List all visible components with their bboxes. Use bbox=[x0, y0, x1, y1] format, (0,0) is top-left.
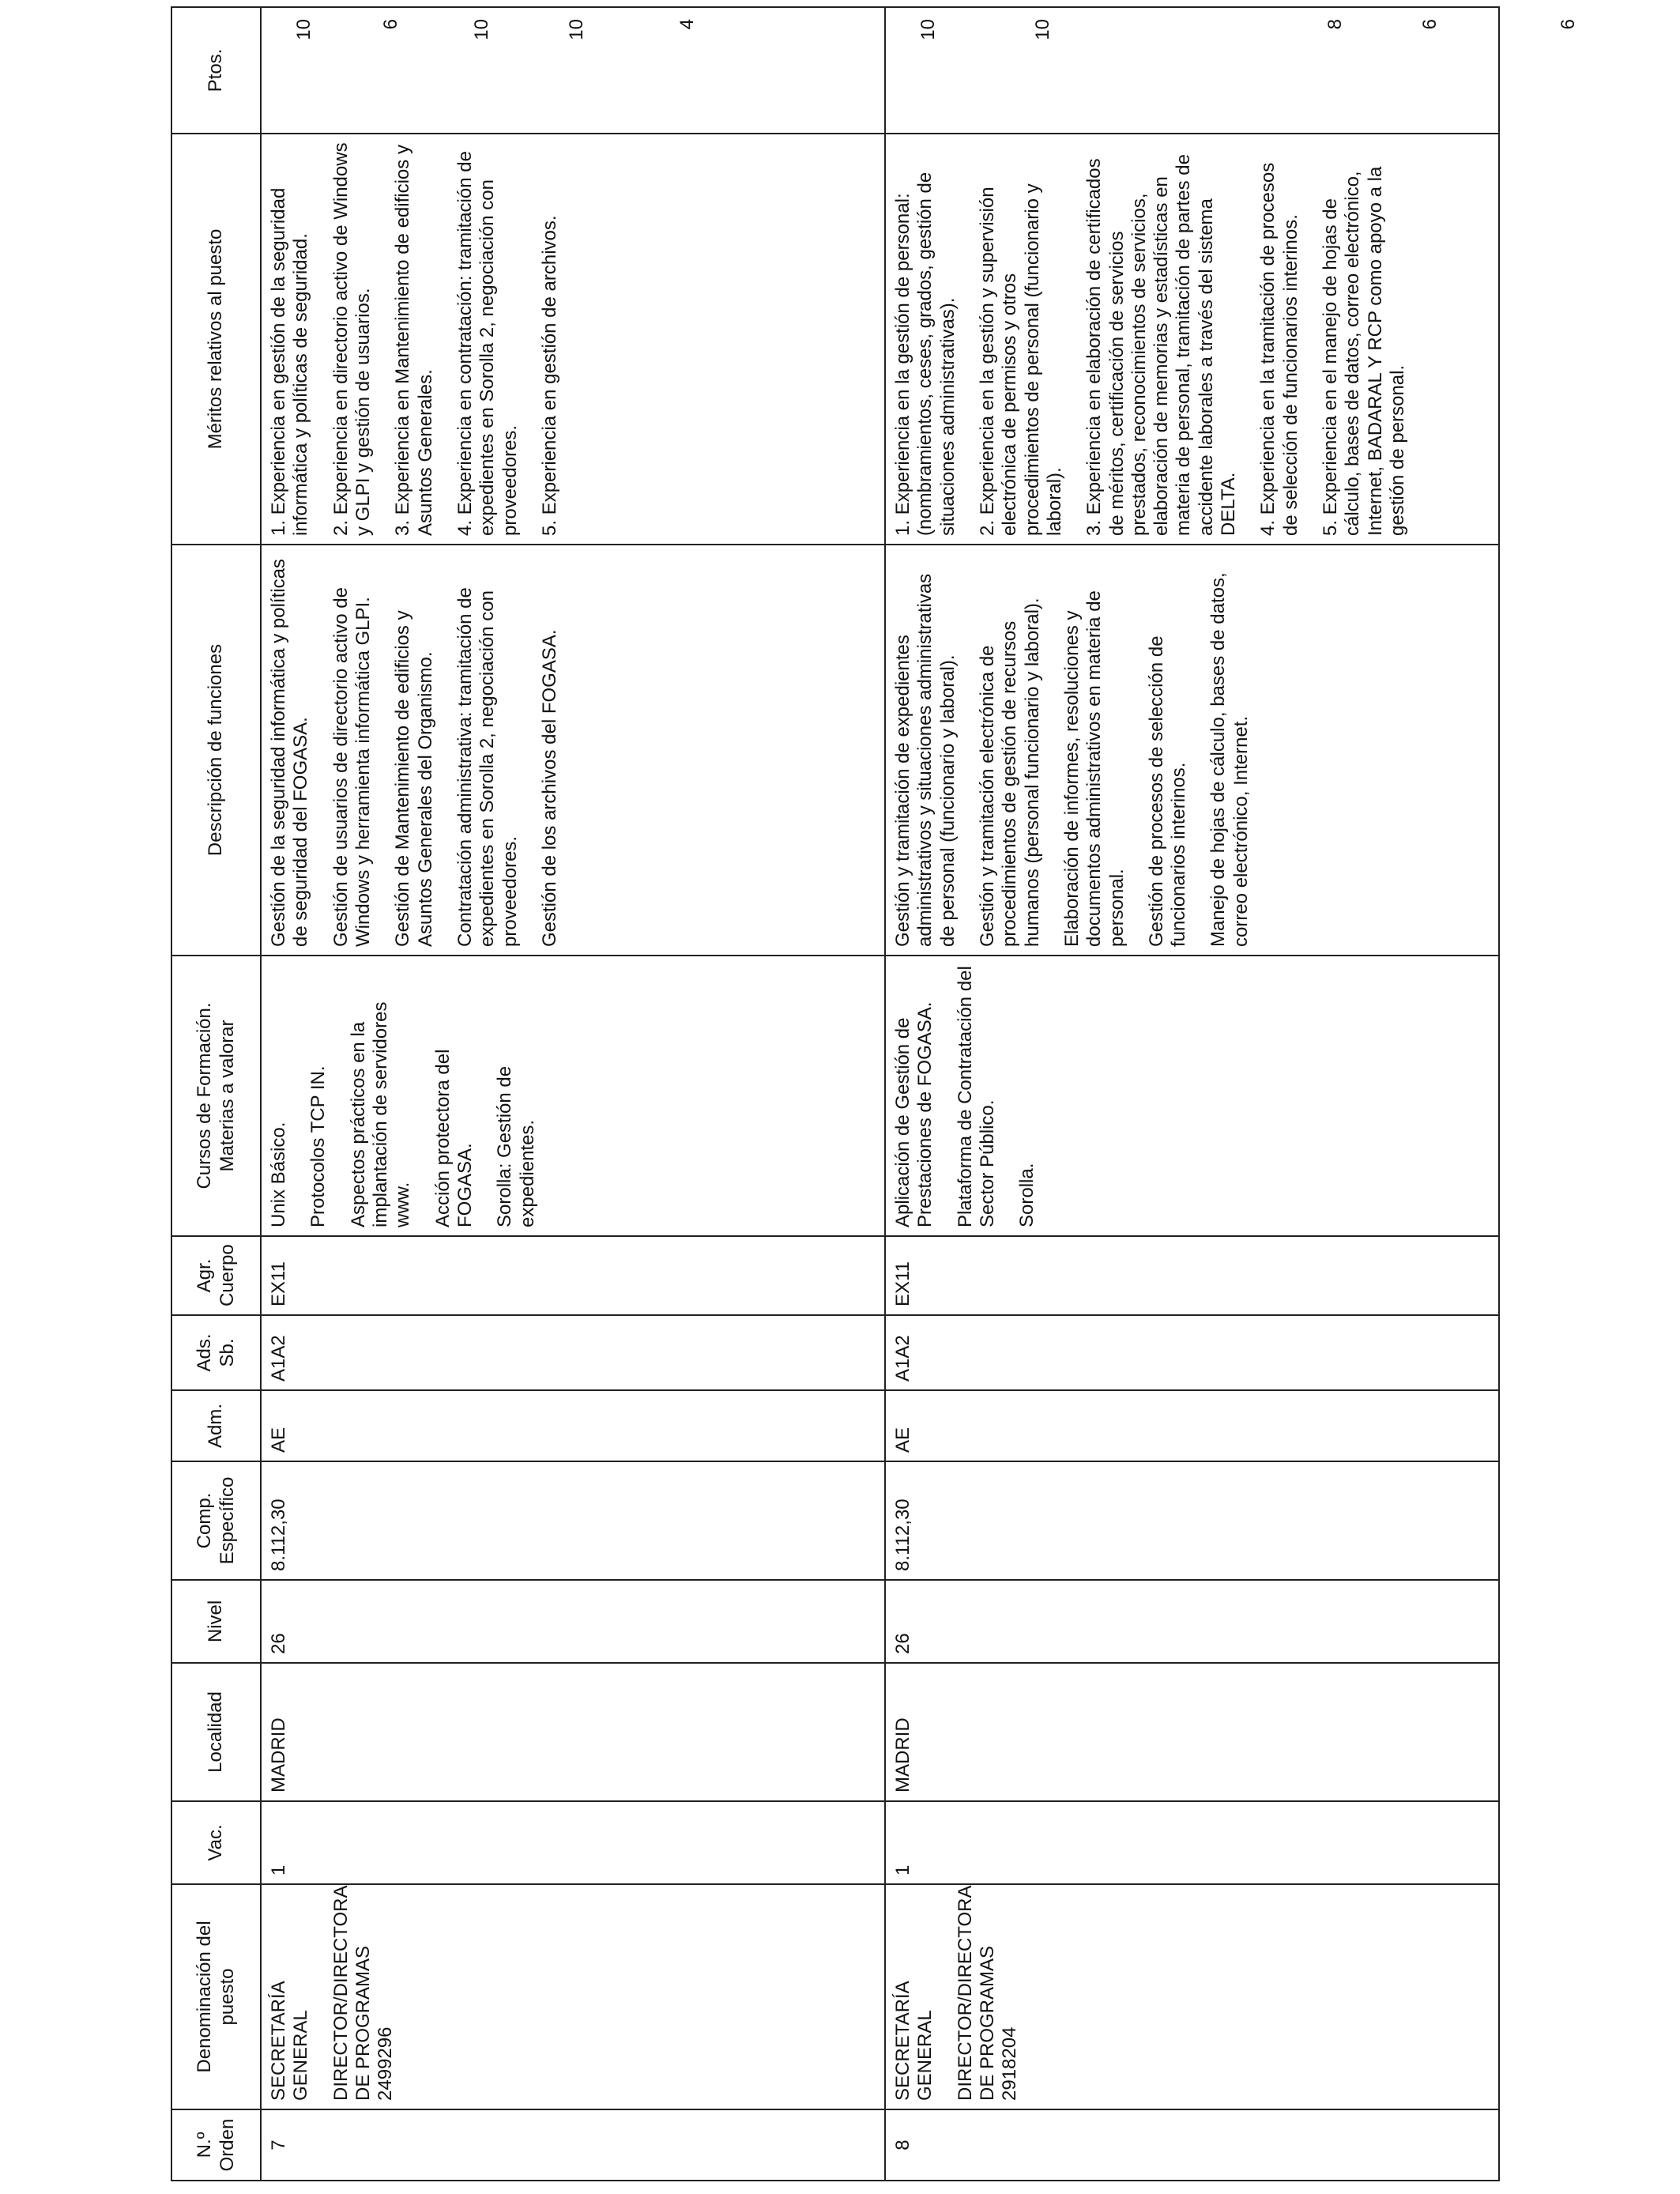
cell-ptos bbox=[885, 7, 1579, 134]
funcion-item: Gestión de usuarios de directorio activo de Windows y herramienta informática GLPI. bbox=[330, 587, 374, 947]
cell-cursos bbox=[885, 956, 1499, 1236]
pts-value: 10 bbox=[566, 19, 587, 40]
funcion-item: Gestión de procesos de selección de funcionarios interinos. bbox=[1145, 635, 1190, 947]
cell-adm: AE bbox=[261, 1390, 885, 1461]
cell-orden: 8 bbox=[885, 2109, 1499, 2181]
header-cursos: Cursos de Formación. Materias a valorar bbox=[171, 956, 261, 1236]
cell-ads: A1A2 bbox=[885, 1315, 1499, 1390]
merito-item: 1. Experiencia en gestión de la seguridad informática y políticas de seguridad. bbox=[268, 187, 312, 536]
funcion-item: Gestión y tramitación de expedientes administrativos y situaciones administrativas de personal (funcionario y laboral). bbox=[892, 573, 959, 947]
header-adm: Adm. bbox=[171, 1390, 261, 1461]
table-row bbox=[261, 7, 885, 2181]
cell-localidad: MADRID bbox=[885, 1663, 1499, 1801]
cell-agr: EX11 bbox=[261, 1236, 885, 1315]
den-title: DIRECTOR/DIRECTORA DE PROGRAMAS bbox=[330, 1886, 374, 2101]
cell-comp: 8.112,30 bbox=[261, 1461, 885, 1580]
merito-item: 4. Experiencia en contratación: tramitación de expedientes en Sorolla 2, negociación con proveedores. bbox=[454, 151, 521, 536]
merito-item: 3. Experiencia en Mantenimiento de edificios y Asuntos Generales. bbox=[392, 145, 436, 536]
cell-localidad: MADRID bbox=[261, 1663, 885, 1801]
merito-item: 2. Experiencia en la gestión y supervisión electrónica de permisos y otros procedimientos de personal (funcionario y laboral). bbox=[976, 183, 1065, 536]
pts-value: 4 bbox=[676, 19, 698, 30]
cell-funciones bbox=[885, 545, 1499, 956]
header-ads: Ads. Sb. bbox=[171, 1315, 261, 1390]
cell-denominacion bbox=[261, 1884, 885, 2109]
funcion-item: Contratación administrativa: tramitación de expedientes en Sorolla 2, negociación con proveedores. bbox=[454, 587, 521, 947]
job-table bbox=[171, 6, 1579, 2181]
cell-ptos bbox=[261, 7, 885, 134]
pts-value: 8 bbox=[1324, 19, 1346, 30]
curso-item: Aplicación de Gestión de Prestaciones de FOGASA. bbox=[892, 1001, 936, 1227]
curso-item: Aspectos prácticos en la implantación de servidores www. bbox=[347, 1001, 414, 1227]
cell-orden: 7 bbox=[261, 2109, 885, 2181]
funcion-item: Gestión de los archivos del FOGASA. bbox=[538, 629, 560, 947]
curso-item: Sorolla: Gestión de expedientes. bbox=[494, 1065, 538, 1227]
den-unit: SECRETARÍA GENERAL bbox=[268, 1981, 312, 2101]
cell-vac: 1 bbox=[261, 1801, 885, 1884]
merito-item: 2. Experiencia en directorio activo de Windows y GLPI y gestión de usuarios. bbox=[330, 142, 374, 536]
pts-value: 10 bbox=[917, 19, 939, 40]
funcion-item: Gestión de Mantenimiento de edificios y Asuntos Generales del Organismo. bbox=[392, 610, 436, 947]
cell-meritos bbox=[261, 134, 885, 545]
pts-value: 10 bbox=[471, 19, 492, 40]
curso-item: Protocolos TCP IN. bbox=[307, 1065, 330, 1227]
den-title: DIRECTOR/DIRECTORA DE PROGRAMAS bbox=[954, 1886, 998, 2101]
merito-item: 4. Experiencia en la tramitación de procesos de selección de funcionarios interinos. bbox=[1257, 162, 1301, 536]
header-agr: Agr. Cuerpo bbox=[171, 1236, 261, 1315]
header-nivel: Nivel bbox=[171, 1580, 261, 1663]
pts-value: 10 bbox=[1032, 19, 1053, 40]
header-comp: Comp. Específico bbox=[171, 1461, 261, 1580]
cell-nivel: 26 bbox=[261, 1580, 885, 1663]
header-funciones: Descripción de funciones bbox=[171, 545, 261, 956]
cell-cursos bbox=[261, 956, 885, 1236]
funcion-item: Gestión de la seguridad informática y políticas de seguridad del FOGASA. bbox=[268, 559, 312, 947]
table-row bbox=[885, 7, 1499, 2181]
curso-item: Acción protectora del FOGASA. bbox=[431, 1049, 476, 1227]
cell-meritos bbox=[885, 134, 1499, 545]
header-row bbox=[171, 7, 261, 2181]
curso-item: Unix Básico. bbox=[268, 1122, 289, 1227]
merito-item: 3. Experiencia en elaboración de certificados de méritos, certificación de servicios prestados, reconocimientos de servicios, elaboración de memorias y estadísticas en materia de personal, tramitación de partes de accidente laborales a través del sistema DELTA. bbox=[1083, 154, 1240, 536]
header-meritos: Méritos relativos al puesto bbox=[171, 134, 261, 545]
cell-comp: 8.112,30 bbox=[885, 1461, 1499, 1580]
header-localidad: Localidad bbox=[171, 1663, 261, 1801]
funcion-item: Gestión y tramitación electrónica de procedimientos de gestión de recursos humanos (personal funcionario y laboral). bbox=[976, 598, 1043, 947]
pts-value: 6 bbox=[1419, 19, 1441, 30]
cell-adm: AE bbox=[885, 1390, 1499, 1461]
cell-nivel: 26 bbox=[885, 1580, 1499, 1663]
funcion-item: Manejo de hojas de cálculo, bases de datos, correo electrónico, Internet. bbox=[1207, 572, 1252, 947]
cell-ads: A1A2 bbox=[261, 1315, 885, 1390]
den-code: 2918204 bbox=[999, 2026, 1021, 2101]
den-unit: SECRETARÍA GENERAL bbox=[892, 1981, 936, 2101]
pts-value: 6 bbox=[1558, 19, 1579, 30]
curso-item: Plataforma de Contratación del Sector Público. bbox=[954, 966, 998, 1227]
rotated-page bbox=[171, 9, 1579, 2181]
cell-vac: 1 bbox=[885, 1801, 1499, 1884]
header-orden: N.º Orden bbox=[171, 2109, 261, 2181]
header-denominacion: Denominación del puesto bbox=[171, 1884, 261, 2109]
curso-item: Sorolla. bbox=[1016, 1163, 1038, 1227]
header-vac: Vac. bbox=[171, 1801, 261, 1884]
merito-item: 1. Experiencia en la gestión de personal: (nombramientos, ceses, grados, gestión de situaciones administrativas). bbox=[892, 172, 959, 536]
merito-item: 5. Experiencia en gestión de archivos. bbox=[538, 215, 560, 536]
cell-denominacion bbox=[885, 1884, 1499, 2109]
funcion-item: Elaboración de informes, resoluciones y documentos administrativos en materia de personal. bbox=[1060, 590, 1128, 947]
cell-agr: EX11 bbox=[885, 1236, 1499, 1315]
header-ptos: Ptos. bbox=[171, 7, 261, 134]
cell-funciones bbox=[261, 545, 885, 956]
pts-value: 6 bbox=[380, 19, 401, 30]
den-code: 2499296 bbox=[375, 2026, 397, 2101]
merito-item: 5. Experiencia en el manejo de hojas de cálculo, bases de datos, correo electrónico, Internet, BADARAL Y RCP como apoyo a la gestión de personal. bbox=[1320, 166, 1408, 536]
pts-value: 10 bbox=[293, 19, 315, 40]
